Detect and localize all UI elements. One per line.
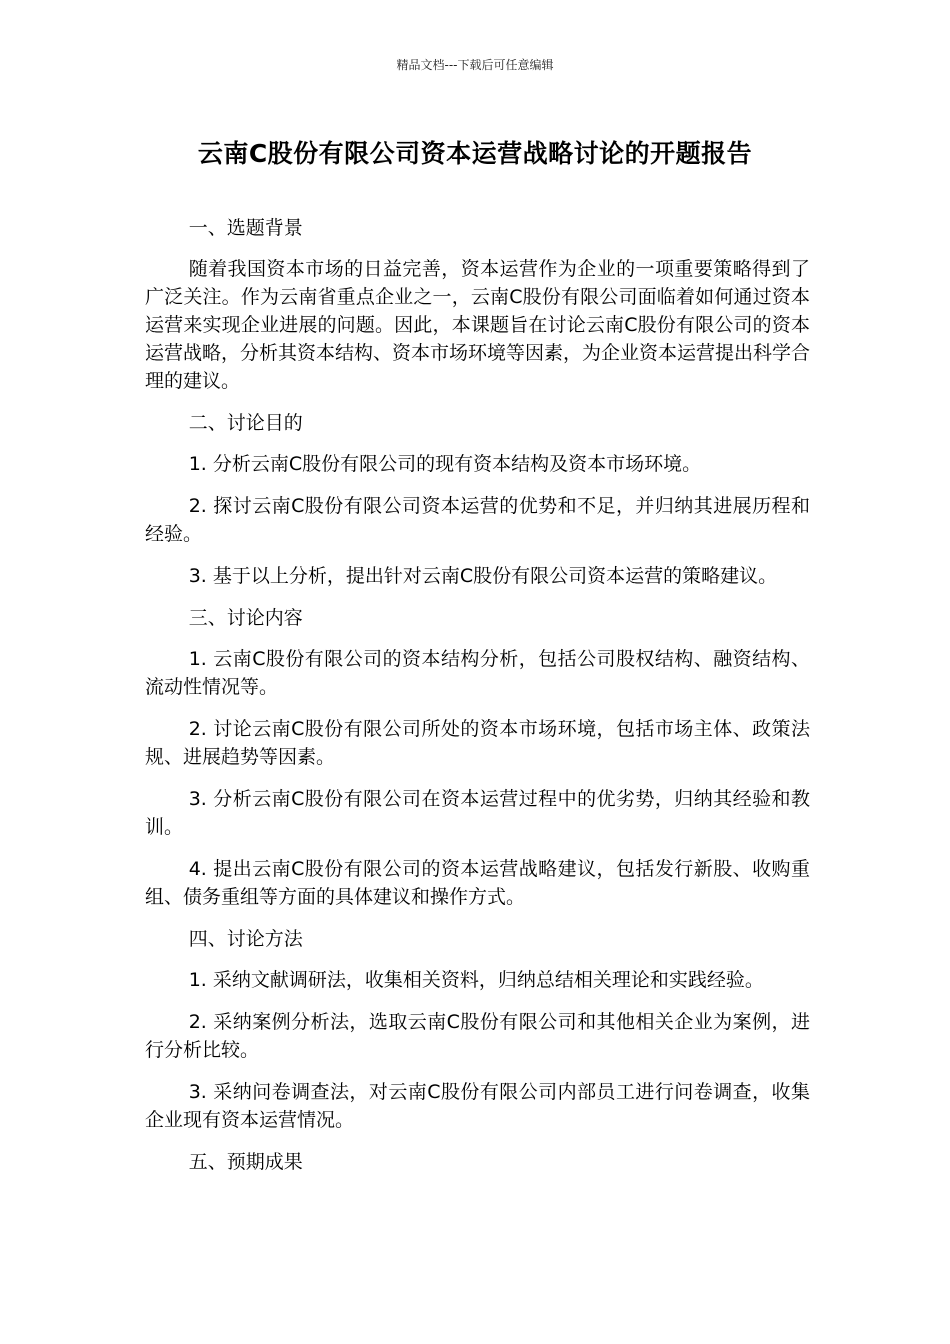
list-item: 1. 分析云南C股份有限公司的现有资本结构及资本市场环境。 bbox=[188, 453, 702, 475]
list-item: 2. 讨论云南C股份有限公司所处的资本市场环境，包括市场主体、政策法规、进展趋势等因素。 bbox=[145, 718, 810, 768]
document-body bbox=[145, 214, 810, 1189]
paragraph-background: 随着我国资本市场的日益完善，资本运营作为企业的一项重要策略得到了广泛关注。作为云南省重点企业之一，云南C股份有限公司面临着如何通过资本运营来实现企业进展的问题。因此，本课题旨在讨论云南C股份有限公司的资本运营战略，分析其资本结构、资本市场环境等因素，为企业资本运营提出科学合理的建议。 bbox=[145, 258, 811, 392]
section-heading-background: 一、选题背景 bbox=[188, 217, 303, 239]
page-title: 云南C股份有限公司资本运营战略讨论的开题报告 bbox=[197, 139, 753, 168]
list-item: 3. 分析云南C股份有限公司在资本运营过程中的优劣势，归纳其经验和教训。 bbox=[145, 788, 810, 838]
list-item: 2. 采纳案例分析法，选取云南C股份有限公司和其他相关企业为案例，进行分析比较。 bbox=[145, 1011, 810, 1061]
list-item: 3. 基于以上分析，提出针对云南C股份有限公司资本运营的策略建议。 bbox=[188, 565, 778, 587]
header-note: 精品文档---下载后可任意编辑 bbox=[396, 58, 554, 72]
section-heading-methods: 四、讨论方法 bbox=[188, 928, 303, 950]
list-item: 1. 采纳文献调研法，收集相关资料，归纳总结相关理论和实践经验。 bbox=[188, 969, 764, 991]
list-item: 2. 探讨云南C股份有限公司资本运营的优势和不足，并归纳其进展历程和经验。 bbox=[145, 495, 810, 545]
section-heading-content: 三、讨论内容 bbox=[188, 607, 303, 629]
list-item: 1. 云南C股份有限公司的资本结构分析，包括公司股权结构、融资结构、流动性情况等。 bbox=[145, 648, 810, 698]
section-heading-objectives: 二、讨论目的 bbox=[188, 412, 303, 434]
list-item: 4. 提出云南C股份有限公司的资本运营战略建议，包括发行新股、收购重组、债务重组等方面的具体建议和操作方式。 bbox=[145, 858, 810, 908]
list-item: 3. 采纳问卷调查法，对云南C股份有限公司内部员工进行问卷调查，收集企业现有资本运营情况。 bbox=[145, 1081, 810, 1131]
section-heading-expected-results: 五、预期成果 bbox=[188, 1151, 303, 1173]
